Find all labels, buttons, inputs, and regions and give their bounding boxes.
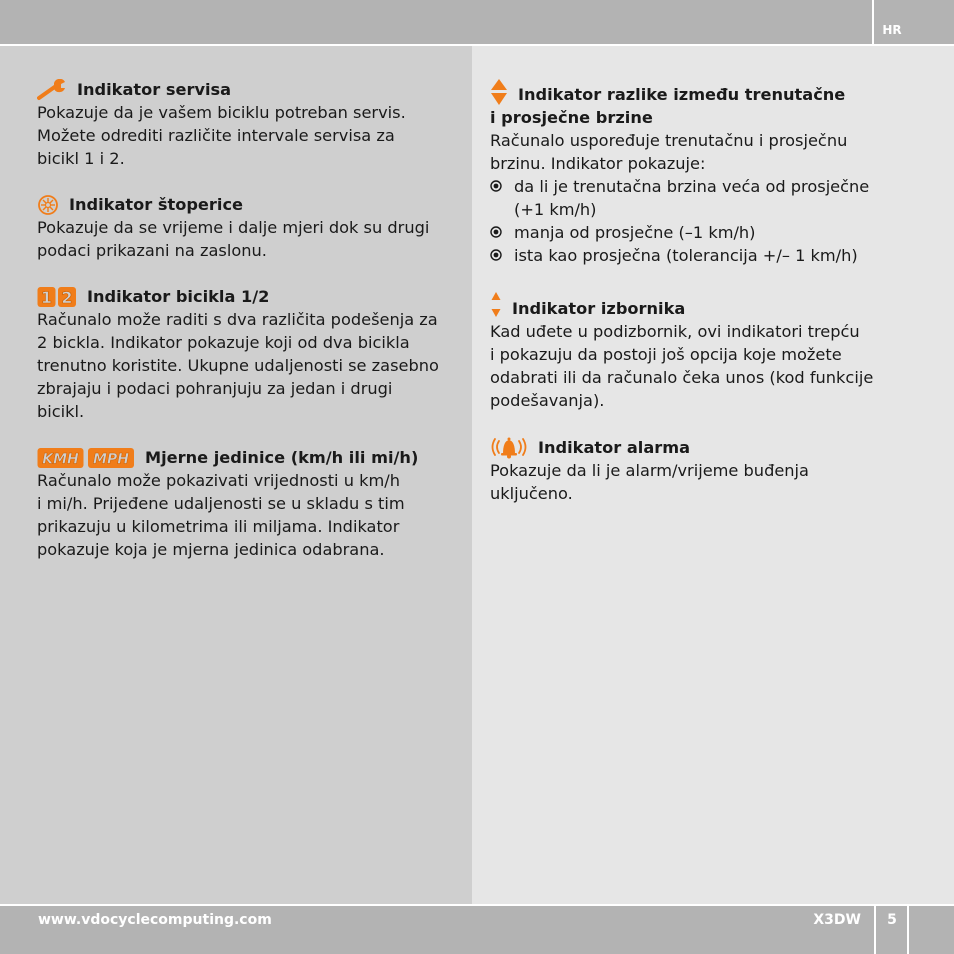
list-item-text: ista kao prosječna (tolerancija +/– 1 km/h) (514, 246, 858, 265)
section-jedinice (37, 446, 462, 561)
list-item (490, 175, 930, 221)
section-title: Indikator servisa (77, 80, 232, 99)
section-stoperica (37, 193, 462, 262)
text-line: Računalo može pokazivati vrijednosti u km/h (37, 471, 400, 490)
section-heading (490, 78, 930, 106)
page-number: 5 (887, 912, 897, 928)
left-column (37, 78, 462, 584)
text-line: i mi/h. Prijeđene udaljenosti se u skladu s tim (37, 494, 405, 513)
section-title: Indikator alarma (538, 438, 691, 457)
text-line: Pokazuje da se vrijeme i dalje mjeri dok su drugi (37, 218, 430, 237)
section-title-continued: i prosječne brzine (490, 108, 653, 127)
bike-1-label: 1 (40, 288, 53, 307)
list-item (490, 221, 930, 244)
footer-separator (907, 906, 909, 954)
section-servis (37, 78, 462, 170)
section-razlika (490, 78, 930, 267)
list-item (490, 244, 930, 267)
text-line: podaci prikazani na zaslonu. (37, 241, 267, 260)
section-title: Mjerne jedinice (km/h ili mi/h) (145, 448, 419, 467)
text-line: brzinu. Indikator pokazuje: (490, 154, 706, 173)
text-line: bicikl. (37, 402, 85, 421)
bike-2-label: 2 (61, 288, 73, 307)
kmh-label: KMH (42, 451, 79, 468)
bullet-list (490, 175, 930, 267)
list-item-text: da li je trenutačna brzina veća od prosječne (514, 177, 870, 196)
text-line: zbrajaju i podaci pohranjuju za jedan i drugi (37, 379, 393, 398)
text-line: Kad uđete u podizbornik, ovi indikatori trepću (490, 322, 860, 341)
section-title: Indikator izbornika (512, 299, 686, 318)
section-heading (37, 78, 462, 101)
text-line: pokazuje koja je mjerna jedinica odabrana. (37, 540, 385, 559)
section-title: Indikator razlike između trenutačne (518, 85, 846, 104)
section-heading (37, 193, 462, 216)
section-heading (490, 435, 930, 459)
section-bicikl (37, 285, 462, 423)
list-item-text: (+1 km/h) (514, 200, 597, 219)
text-line: trenutno koristite. Ukupne udaljenosti se zasebno (37, 356, 439, 375)
footer-url: www.vdocyclecomputing.com (38, 912, 272, 928)
menu-arrows-icon (490, 290, 502, 320)
stopwatch-icon (37, 194, 59, 216)
header-separator (872, 0, 874, 44)
text-line: 2 bickla. Indikator pokazuje koji od dva bicikla (37, 333, 410, 352)
text-line: Pokazuje da li je alarm/vrijeme buđenja (490, 461, 809, 480)
text-line: prikazuju u kilometrima ili miljama. Indikator (37, 517, 400, 536)
text-line: podešavanja). (490, 391, 605, 410)
text-line: Računalo uspoređuje trenutačnu i prosječnu (490, 131, 848, 150)
text-line: bicikl 1 i 2. (37, 149, 125, 168)
text-line: Možete odrediti različite intervale servisa za (37, 126, 395, 145)
footer-model: X3DW (813, 912, 861, 928)
list-item-text: manja od prosječne (–1 km/h) (514, 223, 756, 242)
units-icon (37, 447, 135, 469)
section-alarm (490, 435, 930, 505)
section-heading (37, 446, 462, 469)
section-izbornik (490, 290, 930, 412)
text-line: uključeno. (490, 484, 573, 503)
wrench-icon (37, 79, 67, 101)
text-line: Pokazuje da je vašem biciklu potreban servis. (37, 103, 406, 122)
bike-1-2-icon (37, 286, 77, 308)
section-heading (37, 285, 462, 308)
language-label: HR (882, 23, 902, 37)
speed-compare-icon (490, 78, 508, 106)
text-line: i pokazuju da postoji još opcija koje možete (490, 345, 842, 364)
bullet-icon (490, 180, 502, 192)
bullet-icon (490, 226, 502, 238)
section-heading (490, 290, 930, 320)
right-column (490, 78, 930, 528)
section-title: Indikator štoperice (69, 195, 244, 214)
bullet-icon (490, 249, 502, 261)
header-bar (0, 0, 954, 44)
text-line: Računalo može raditi s dva različita podešenja za (37, 310, 438, 329)
text-line: odabrati ili da računalo čeka unos (kod funkcije (490, 368, 874, 387)
alarm-bell-icon (490, 435, 528, 459)
section-title: Indikator bicikla 1/2 (87, 287, 270, 306)
mph-label: MPH (93, 451, 129, 468)
